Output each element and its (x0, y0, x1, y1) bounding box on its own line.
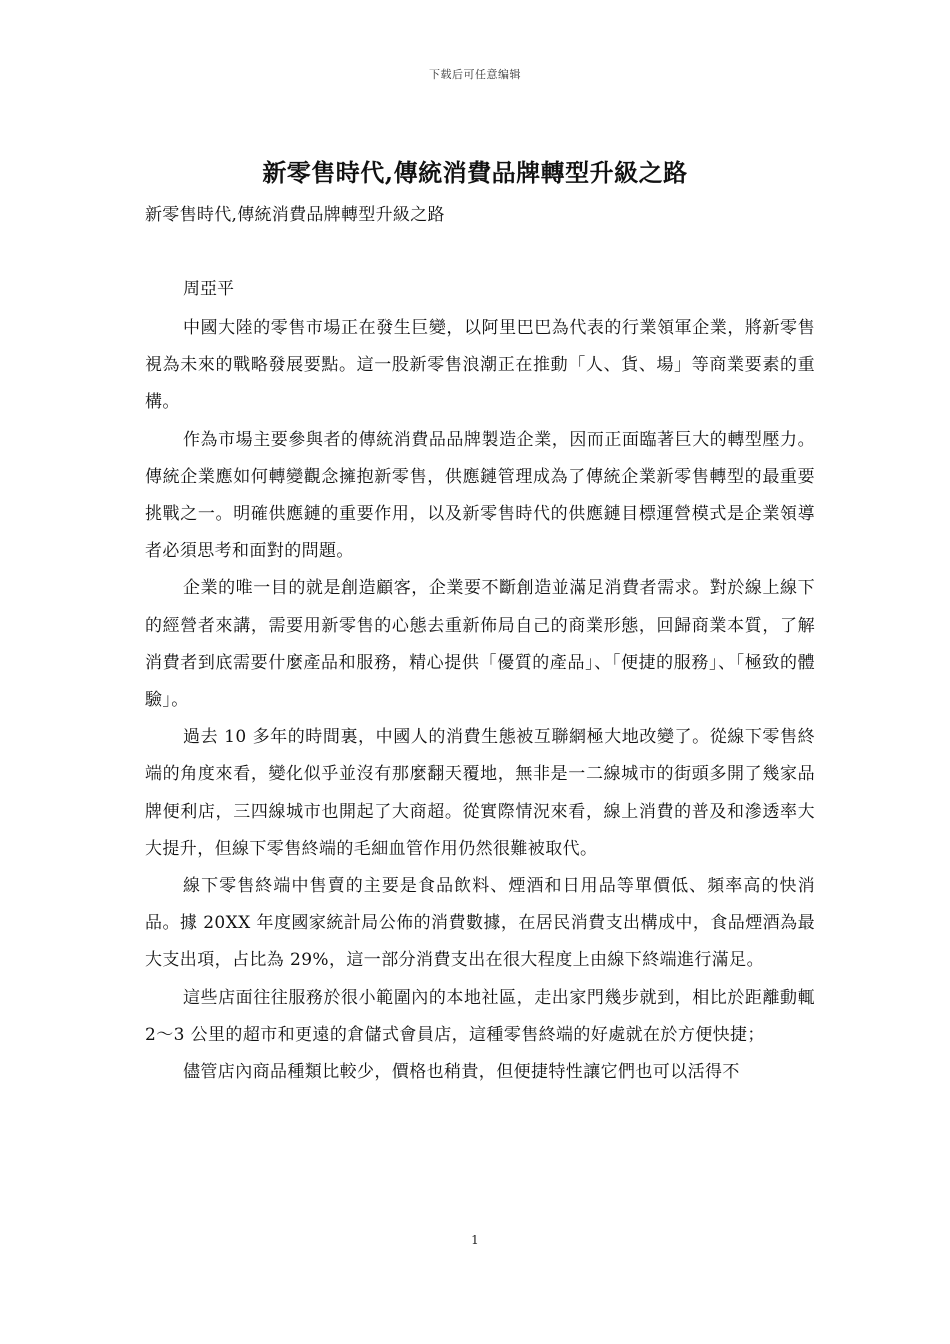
paragraph: 這些店面往往服務於很小範圍內的本地社區，走出家門幾步就到，相比於距離動輒 2～3 公里的超市和更遠的倉儲式會員店，這種零售終端的好處就在於方便快捷； (145, 987, 815, 1045)
document-subtitle: 新零售時代,傳統消費品牌轉型升級之路 (145, 205, 445, 225)
paragraph: 企業的唯一目的就是創造顧客，企業要不斷創造並滿足消費者需求。對於線上線下的經營者來講，需要用新零售的心態去重新佈局自己的商業形態，回歸商業本質，了解消費者到底需要什麼產品和服務，精心提供「優質的產品」、「便捷的服務」、「極致的體驗」。 (145, 578, 815, 711)
paragraph: 過去 10 多年的時間裏，中國人的消費生態被互聯網極大地改變了。從線下零售終端的角度來看，變化似乎並沒有那麼翻天覆地，無非是一二線城市的街頭多開了幾家品牌便利店，三四線城市也開起了大商超。從實際情況來看，線上消費的普及和滲透率大大提升，但線下零售終端的毛細血管作用仍然很難被取代。 (145, 727, 815, 859)
page-header-note: 下载后可任意编辑 (429, 68, 521, 81)
document-title: 新零售時代,傳統消費品牌轉型升級之路 (262, 158, 688, 187)
paragraph: 中國大陸的零售市場正在發生巨變，以阿里巴巴為代表的行業領軍企業，將新零售視為未來的戰略發展要點。這一股新零售浪潮正在推動「人、貨、場」等商業要素的重構。 (145, 318, 815, 413)
paragraph: 作為市場主要參與者的傳統消費品品牌製造企業，因而正面臨著巨大的轉型壓力。傳統企業應如何轉變觀念擁抱新零售，供應鏈管理成為了傳統企業新零售轉型的最重要挑戰之一。明確供應鏈的重要作用，以及新零售時代的供應鏈目標運營模式是企業領導者必須思考和面對的問題。 (145, 429, 815, 562)
author-name: 周亞平 (183, 279, 234, 299)
document-body (145, 310, 815, 1091)
paragraph: 線下零售終端中售賣的主要是食品飲料、煙酒和日用品等單價低、頻率高的快消品。據 20XX 年度國家統計局公佈的消費數據，在居民消費支出構成中，食品煙酒為最大支出項，占比為 29%，這一部分消費支出在很大程度上由線下終端進行滿足。 (145, 876, 815, 971)
paragraph: 儘管店內商品種類比較少，價格也稍貴，但便捷特性讓它們也可以活得不 (183, 1062, 740, 1083)
page-number: 1 (471, 1233, 479, 1247)
